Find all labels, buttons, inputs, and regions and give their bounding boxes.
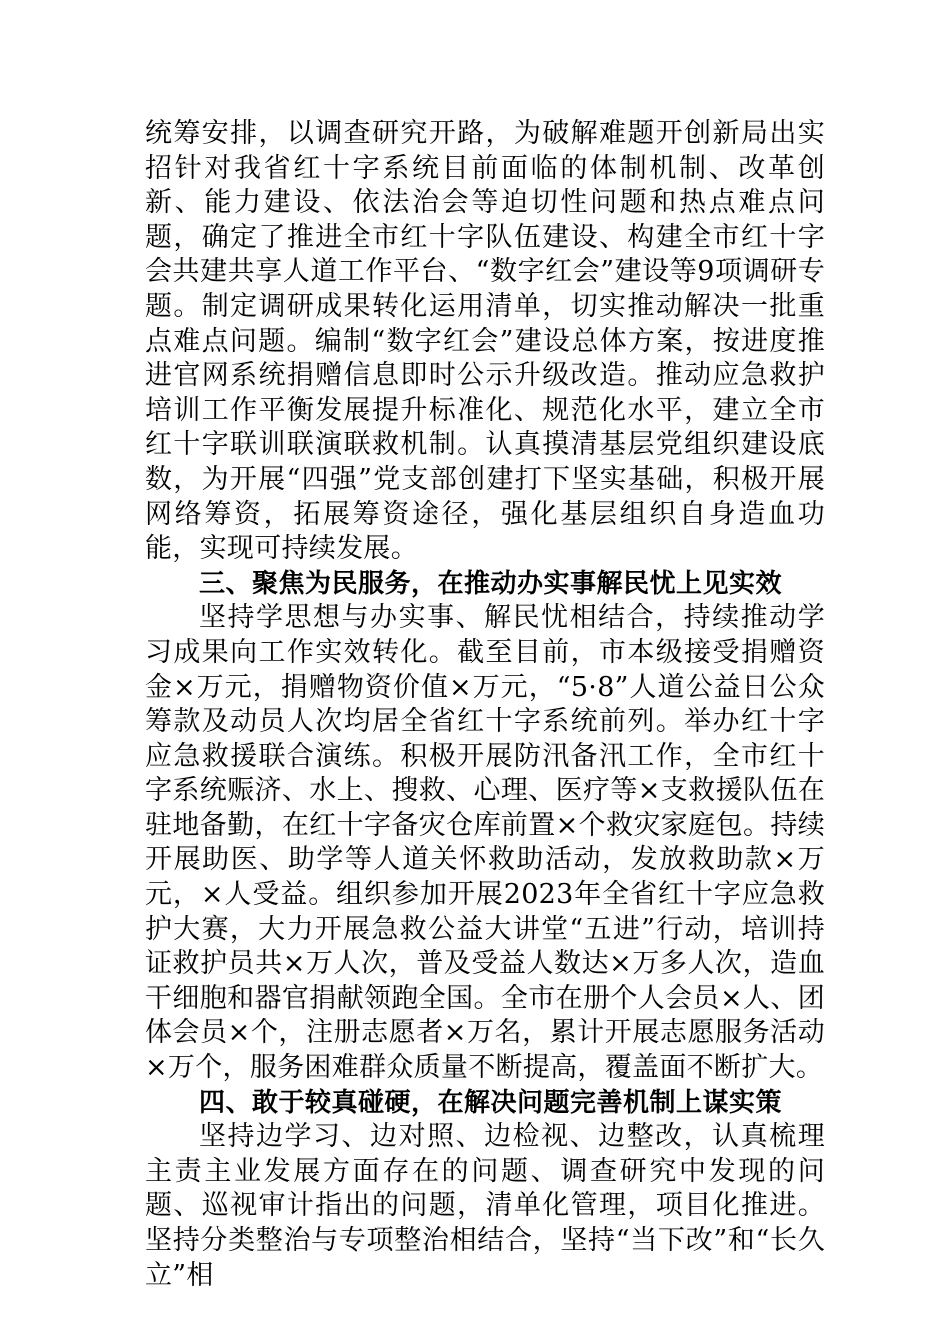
section-heading-3: 三、聚焦为民服务，在推动办实事解民忧上见实效 [199, 568, 783, 599]
body-paragraph-3: 坚持边学习、边对照、边检视、边整改，认真梳理主责主业发展方面存在的问题、调查研究中发现的问题、巡视审计指出的问题，清单化管理，项目化推进。坚持分类整治与专项整治相结合，坚持“当下改”和“长久立”相 [145, 1121, 825, 1291]
body-paragraph-2: 坚持学思想与办实事、解民忧相结合，持续推动学习成果向工作实效转化。截至目前，市本级接受捐赠资金×万元，捐赠物资价值×万元，“5·8”人道公益日公众筹款及动员人次均居全省红十字系统前列。举办红十字应急救援联合演练。积极开展防汛备汛工作，全市红十字系统赈济、水上、搜救、心理、医疗等×支救援队伍在驻地备勤，在红十字备灾仓库前置×个救灾家庭包。持续开展助医、助学等人道关怀救助活动，发放救助款×万元，×人受益。组织参加开展2023年全省红十字应急救护大赛，大力开展急救公益大讲堂“五进”行动，培训持证救护员共×万人次，普及受益人数达×万多人次，造血干细胞和器官捐献领跑全国。全市在册个人会员×人、团体会员×个，注册志愿者×万名，累计开展志愿服务活动×万个，服务困难群众质量不断提高，覆盖面不断扩大。 [145, 602, 825, 1084]
document-page [145, 117, 825, 1293]
body-paragraph-1: 统筹安排，以调查研究开路，为破解难题开创新局出实招针对我省红十字系统目前面临的体制机制、改革创新、能力建设、依法治会等迫切性问题和热点难点问题，确定了推进全市红十字队伍建设、构建全市红十字会共建共享人道工作平台、“数字红会”建设等9项调研专题。制定调研成果转化运用清单，切实推动解决一批重点难点问题。编制“数字红会”建设总体方案，按进度推进官网系统捐赠信息即时公示升级改造。推动应急救护培训工作平衡发展提升标准化、规范化水平，建立全市红十字联训联演联救机制。认真摸清基层党组织建设底数，为开展“四强”党支部创建打下坚实基础，积极开展网络筹资，拓展筹资途径，强化基层组织自身造血功能，实现可持续发展。 [145, 118, 825, 565]
section-heading-4: 四、敢于较真碰硬，在解决问题完善机制上谋实策 [199, 1087, 783, 1118]
